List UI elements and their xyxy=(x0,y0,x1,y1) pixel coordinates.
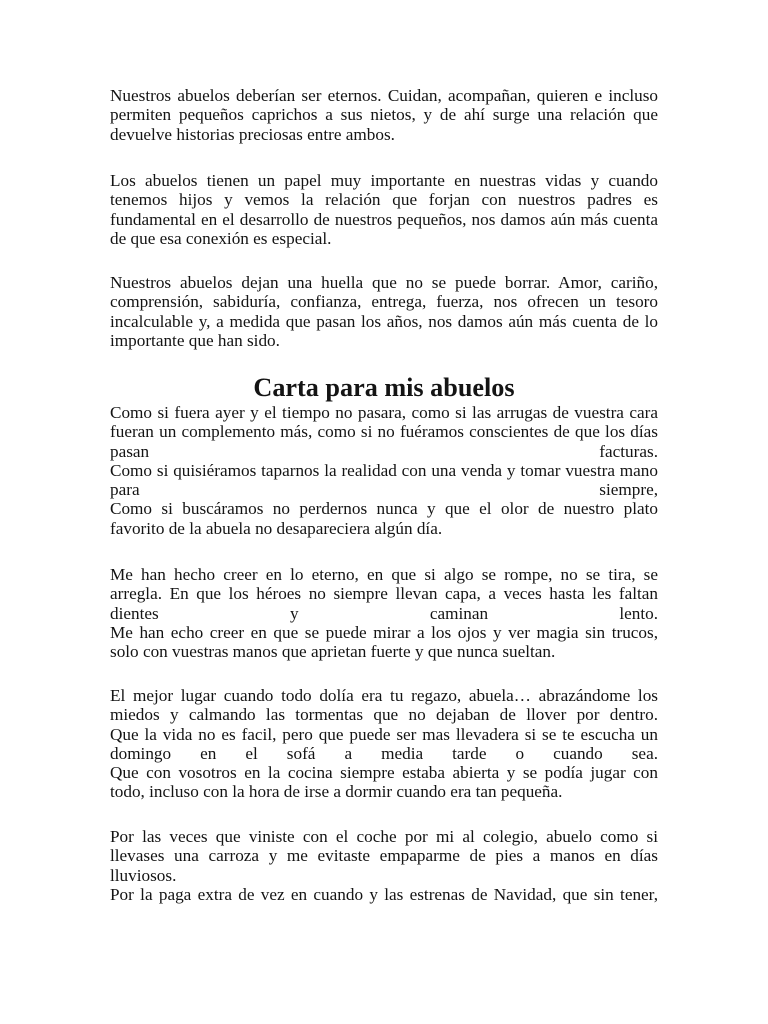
text-line: Que la vida no es facil, pero que puede ser mas llevadera si se te escucha un xyxy=(110,724,658,744)
letter-paragraph-4 xyxy=(110,827,658,904)
text-line: fundamental en el desarrollo de nuestros pequeños, nos damos aún más cuenta xyxy=(110,209,658,229)
text-line: Como si fuera ayer y el tiempo no pasara, como si las arrugas de vuestra cara xyxy=(110,403,658,422)
text-line: Por las veces que viniste con el coche por mi al colegio, abuelo como si xyxy=(110,827,658,846)
text-line: arregla. En que los héroes no siempre llevan capa, a veces hasta les faltan xyxy=(110,584,658,604)
text-line: domingo en el sofá a media tarde o cuando sea. xyxy=(110,743,658,763)
text-line: devuelve historias preciosas entre ambos. xyxy=(110,124,395,144)
text-line: Me han echo creer en que se puede mirar a los ojos y ver magia sin trucos, xyxy=(110,622,658,642)
text-line: para siempre, xyxy=(110,480,658,500)
text-line: solo con vuestras manos que aprietan fuerte y que nunca sueltan. xyxy=(110,642,556,662)
text-line: dientes y caminan lento. xyxy=(110,603,658,623)
text-line: miedos y calmando las tormentas que no dejaban de llover por dentro. xyxy=(110,705,658,725)
intro-paragraph-1 xyxy=(110,86,658,144)
text-line: lluviosos. xyxy=(110,865,177,885)
intro-paragraph-3 xyxy=(110,273,658,350)
text-line: incalculable y, a medida que pasan los años, nos damos aún más cuenta de lo xyxy=(110,311,658,331)
text-line: de que esa conexión es especial. xyxy=(110,228,332,248)
text-line: Me han hecho creer en lo eterno, en que si algo se rompe, no se tira, se xyxy=(110,565,658,584)
text-line: Que con vosotros en la cocina siempre estaba abierta y se podía jugar con xyxy=(110,763,658,783)
intro-paragraph-2 xyxy=(110,171,658,248)
text-line: Por la paga extra de vez en cuando y las estrenas de Navidad, que sin tener, xyxy=(110,884,658,904)
text-line: Nuestros abuelos dejan una huella que no se puede borrar. Amor, cariño, xyxy=(110,273,658,292)
text-line: tenemos hijos y vemos la relación que forjan con nuestros padres es xyxy=(110,190,658,210)
text-line: llevases una carroza y me evitaste empaparme de pies a manos en días xyxy=(110,846,658,866)
text-line: Como si buscáramos no perdernos nunca y que el olor de nuestro plato xyxy=(110,499,658,519)
text-line: Los abuelos tienen un papel muy importante en nuestras vidas y cuando xyxy=(110,171,658,190)
letter-paragraph-1 xyxy=(110,403,658,538)
letter-title: Carta para mis abuelos xyxy=(253,373,515,402)
letter-paragraph-3 xyxy=(110,686,658,802)
text-line: El mejor lugar cuando todo dolía era tu regazo, abuela… abrazándome los xyxy=(110,686,658,705)
text-line: todo, incluso con la hora de irse a dormir cuando era tan pequeña. xyxy=(110,782,563,802)
text-line: permiten pequeños caprichos a sus nietos, y de ahí surge una relación que xyxy=(110,105,658,125)
text-line: favorito de la abuela no desapareciera algún día. xyxy=(110,518,443,538)
letter-paragraph-2 xyxy=(110,565,658,661)
text-line: comprensión, sabiduría, confianza, entrega, fuerza, nos ofrecen un tesoro xyxy=(110,292,658,312)
text-line: fueran un complemento más, como si no fuéramos conscientes de que los días xyxy=(110,422,658,442)
text-line: importante que han sido. xyxy=(110,330,280,350)
text-line: Nuestros abuelos deberían ser eternos. Cuidan, acompañan, quieren e incluso xyxy=(110,86,658,105)
text-line: pasan facturas. xyxy=(110,441,658,461)
text-line: Como si quisiéramos taparnos la realidad con una venda y tomar vuestra mano xyxy=(110,460,658,480)
